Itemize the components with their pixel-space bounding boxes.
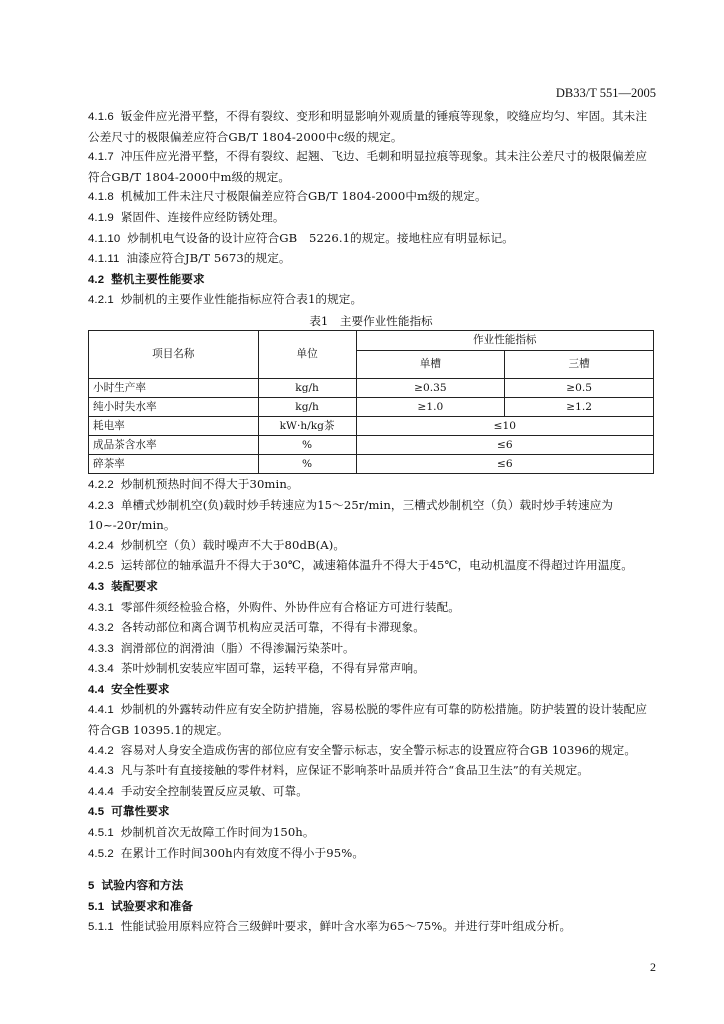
clause-number: 4.1.7 xyxy=(88,151,114,164)
clause-number: 5 xyxy=(88,880,95,893)
clause-number: 4.1.10 xyxy=(88,232,121,245)
clause-text: 试验要求和准备 xyxy=(111,898,193,913)
header-item-name: 项目名称 xyxy=(89,330,259,378)
header-performance-group: 作业性能指标 xyxy=(356,330,653,350)
clause-text: 单槽式炒制机空(负)载时炒手转速应为15～25r/min，三槽式炒制机空（负）载时炒手转速应为10~-20r/min。 xyxy=(88,497,614,533)
clause-text: 性能试验用原料应符合三级鲜叶要求，鲜叶含水率为65～75%。并进行芽叶组成分析。 xyxy=(120,919,572,934)
section-heading xyxy=(88,802,654,823)
clause-number: 4.4.3 xyxy=(88,765,114,778)
clause-number: 4.1.11 xyxy=(88,253,120,266)
clause-number: 4.2.4 xyxy=(88,539,114,552)
clause-text: 炒制机的外露转动件应有安全防护措施，容易松脱的零件应有可靠的防松措施。防护装置的设计装配应符合GB 10395.1的规定。 xyxy=(88,702,648,738)
clause-number: 4.5.2 xyxy=(88,847,114,860)
table-caption: 表1 主要作业性能指标 xyxy=(309,313,433,328)
cell-unit: kW·h/kg茶 xyxy=(258,416,356,435)
clause-number: 4.1.8 xyxy=(88,191,114,204)
clause-number: 4.1.9 xyxy=(88,211,114,224)
clause-paragraph xyxy=(88,229,654,250)
cell-value-merged: ≤10 xyxy=(356,416,653,435)
cell-unit: % xyxy=(258,435,356,454)
clause-text: 油漆应符合JB/T 5673的规定。 xyxy=(126,251,291,266)
clause-text: 运转部位的轴承温升不得大于30℃，减速箱体温升不得大于45℃，电动机温度不得超过许用温度。 xyxy=(120,558,633,573)
table-row xyxy=(89,454,654,473)
clause-paragraph xyxy=(88,823,654,844)
cell-value-merged: ≤6 xyxy=(356,435,653,454)
header-triple-trough: 三槽 xyxy=(505,350,654,378)
clause-text: 冲压件应光滑平整，不得有裂纹、起翘、飞边、毛刺和明显拉痕等现象。其未注公差尺寸的极限偏差应符合GB/T 1804-2000中m级的规定。 xyxy=(88,149,648,184)
section-heading xyxy=(88,270,654,291)
clause-paragraph xyxy=(88,290,654,311)
clause-text: 装配要求 xyxy=(111,578,158,593)
clause-text: 炒制机的主要作业性能指标应符合表1的规定。 xyxy=(120,292,363,307)
cell-value-triple: ≥0.5 xyxy=(505,378,654,397)
clause-number: 4.4.4 xyxy=(88,785,114,798)
clause-number: 4.5 xyxy=(88,806,105,819)
clause-paragraph xyxy=(88,107,654,147)
clause-number: 4.2.1 xyxy=(88,294,114,307)
clause-paragraph xyxy=(88,147,654,187)
clause-number: 4.4.1 xyxy=(88,704,114,717)
clause-number: 4.2 xyxy=(88,273,105,286)
clause-number: 4.2.2 xyxy=(88,478,114,491)
clause-text: 在累计工作时间300h内有效度不得小于95%。 xyxy=(120,845,365,860)
header-single-trough: 单槽 xyxy=(356,350,505,378)
clause-paragraph xyxy=(88,556,654,577)
clause-paragraph xyxy=(88,761,654,782)
clause-text: 机械加工件未注尺寸极限偏差应符合GB/T 1804-2000中m级的规定。 xyxy=(120,189,487,204)
clause-number: 4.3.4 xyxy=(88,663,114,676)
cell-unit: % xyxy=(258,454,356,473)
clause-text: 凡与茶叶有直接接触的零件材料，应保证不影响茶叶品质并符合“食品卫生法”的有关规定。 xyxy=(120,763,589,778)
clause-number: 4.5.1 xyxy=(88,827,114,840)
clause-text: 整机主要性能要求 xyxy=(111,271,205,286)
clause-number: 4.3.2 xyxy=(88,622,114,635)
clause-number: 4.2.3 xyxy=(88,499,114,512)
section-heading xyxy=(88,680,654,701)
clause-text: 茶叶炒制机安装应牢固可靠，运转平稳，不得有异常声响。 xyxy=(120,661,425,676)
table-row xyxy=(89,378,654,397)
clause-text: 润滑部位的润滑油（脂）不得渗漏污染茶叶。 xyxy=(120,640,355,655)
clause-text: 试验内容和方法 xyxy=(101,878,184,893)
clause-text: 安全性要求 xyxy=(111,681,170,696)
header-unit: 单位 xyxy=(258,330,356,378)
section-a xyxy=(88,107,654,311)
clause-paragraph xyxy=(88,598,654,619)
clause-paragraph xyxy=(88,741,654,762)
section-b xyxy=(88,475,654,864)
clause-paragraph xyxy=(88,475,654,496)
table-row xyxy=(89,435,654,454)
section-c xyxy=(88,876,654,938)
clause-number: 5.1.1 xyxy=(88,921,114,934)
clause-text: 手动安全控制装置反应灵敏、可靠。 xyxy=(120,783,308,798)
clause-text: 紧固件、连接件应经防锈处理。 xyxy=(120,209,285,224)
clause-paragraph xyxy=(88,700,654,740)
cell-value-merged: ≤6 xyxy=(356,454,653,473)
clause-number: 4.4.2 xyxy=(88,744,114,757)
clause-number: 4.3.1 xyxy=(88,601,114,614)
clause-number: 4.1.6 xyxy=(88,111,114,123)
clause-paragraph xyxy=(88,844,654,865)
clause-number: 4.2.5 xyxy=(88,560,114,573)
table-row xyxy=(89,397,654,416)
clause-number: 4.3 xyxy=(88,580,105,593)
cell-value-single: ≥0.35 xyxy=(356,378,505,397)
clause-paragraph xyxy=(88,618,654,639)
cell-item-name: 成品茶含水率 xyxy=(89,435,259,454)
section-heading xyxy=(88,897,654,918)
clause-text: 零部件须经检验合格，外购件、外协件应有合格证方可进行装配。 xyxy=(120,599,460,614)
cell-unit: kg/h xyxy=(258,378,356,397)
section-heading xyxy=(88,577,654,598)
clause-paragraph xyxy=(88,659,654,680)
cell-item-name: 碎茶率 xyxy=(89,454,259,473)
cell-item-name: 纯小时失水率 xyxy=(89,397,259,416)
clause-paragraph xyxy=(88,187,654,208)
cell-item-name: 耗电率 xyxy=(89,416,259,435)
clause-paragraph xyxy=(88,208,654,229)
clause-number: 5.1 xyxy=(88,900,105,913)
section-heading xyxy=(88,876,654,897)
clause-text: 各转动部位和离合调节机构应灵活可靠，不得有卡滞现象。 xyxy=(120,620,425,635)
clause-paragraph xyxy=(88,917,654,938)
page-number: 2 xyxy=(650,960,656,974)
cell-value-triple: ≥1.2 xyxy=(505,397,654,416)
cell-value-single: ≥1.0 xyxy=(356,397,505,416)
clause-text: 炒制机电气设备的设计应符合GB 5226.1的规定。接地柱应有明显标记。 xyxy=(127,230,514,245)
clause-paragraph xyxy=(88,249,654,270)
clause-number: 4.3.3 xyxy=(88,642,114,655)
clause-text: 可靠性要求 xyxy=(111,804,170,819)
clause-paragraph xyxy=(88,496,654,536)
clause-paragraph xyxy=(88,782,654,803)
clause-text: 钣金件应光滑平整，不得有裂纹、变形和明显影响外观质量的锤痕等现象，咬缝应均匀、牢固。其未注公差尺寸的极限偏差应符合GB/T 1804-2000中c级的规定。 xyxy=(88,109,648,144)
clause-paragraph xyxy=(88,639,654,660)
performance-table xyxy=(88,330,654,474)
cell-item-name: 小时生产率 xyxy=(89,378,259,397)
cell-unit: kg/h xyxy=(258,397,356,416)
clause-text: 炒制机首次无故障工作时间为150h。 xyxy=(120,825,315,840)
clause-text: 容易对人身安全造成伤害的部位应有安全警示标志，安全警示标志的设置应符合GB 10396的规定。 xyxy=(120,742,637,757)
table-row xyxy=(89,416,654,435)
document-code: DB33/T 551—2005 xyxy=(555,86,656,100)
clause-number: 4.4 xyxy=(88,683,105,696)
clause-paragraph xyxy=(88,536,654,557)
main-content xyxy=(88,107,654,938)
clause-text: 炒制机预热时间不得大于30min。 xyxy=(120,476,299,491)
table-body xyxy=(89,378,654,473)
clause-text: 炒制机空（负）载时噪声不大于80dB(A)。 xyxy=(120,537,346,552)
spacer xyxy=(88,864,654,876)
